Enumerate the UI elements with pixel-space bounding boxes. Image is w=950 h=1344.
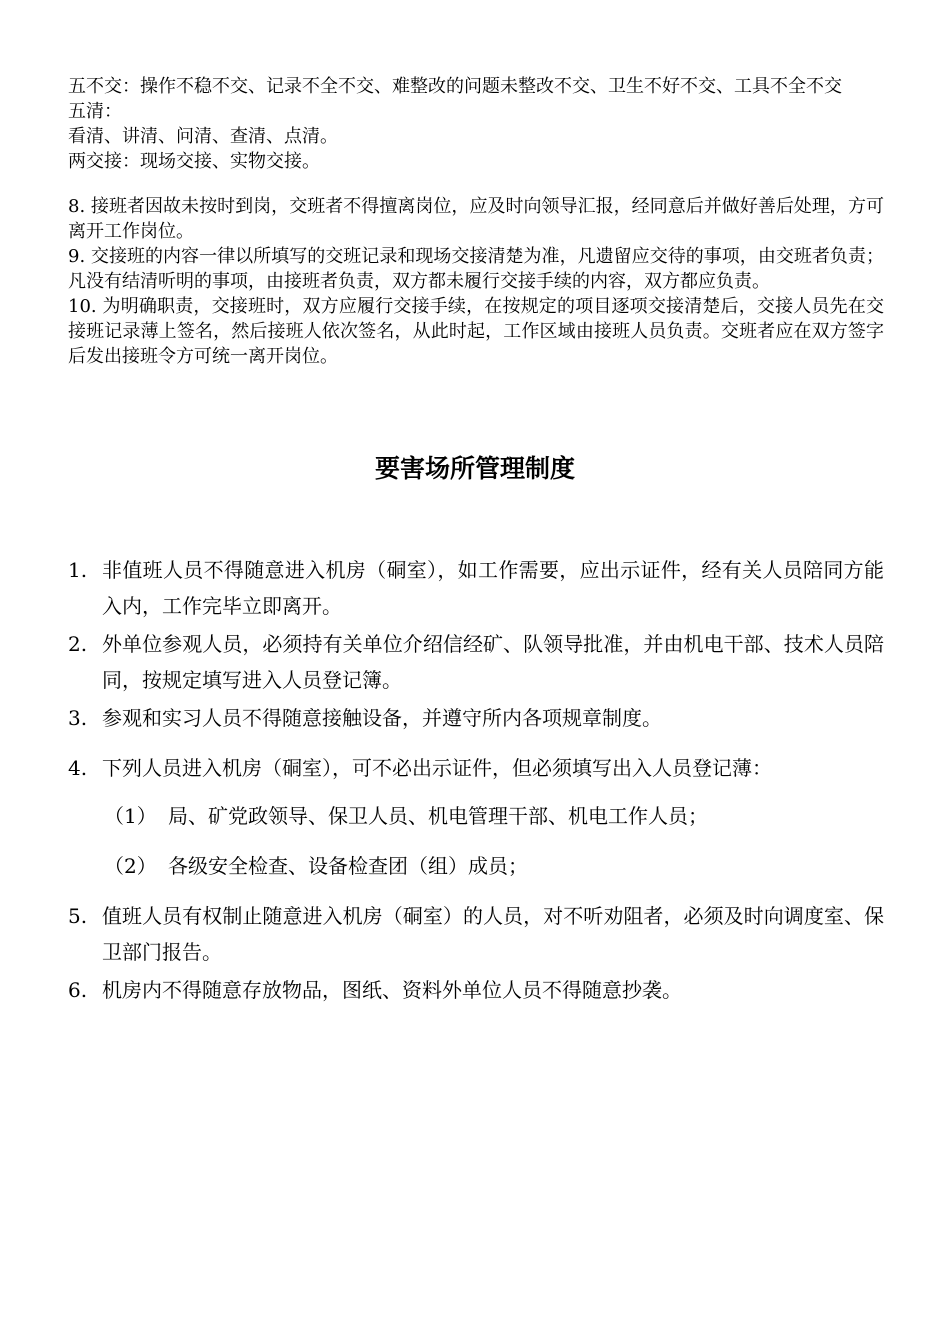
- item-number: 2.: [68, 632, 88, 656]
- item-number: 6.: [68, 978, 88, 1002]
- sub-list-item: [68, 848, 884, 884]
- item-text: 非值班人员不得随意进入机房（硐室），如工作需要，应出示证件，经有关人员陪同方能入内，工作完毕立即离开。: [102, 558, 884, 618]
- five-clear-rule: 看清、讲清、问清、查清、点清。: [68, 126, 338, 147]
- list-item: [68, 972, 884, 1008]
- list-item: [68, 700, 884, 736]
- sub-item-text: 局、矿党政领导、保卫人员、机电管理干部、机电工作人员；: [168, 804, 708, 828]
- five-no-handover-rule: 五不交：操作不稳不交、记录不全不交、难整改的问题未整改不交、卫生不好不交、工具不全不交: [68, 76, 842, 97]
- item-text: 机房内不得随意存放物品，图纸、资料外单位人员不得随意抄袭。: [102, 978, 682, 1002]
- item-number: 4.: [68, 756, 88, 780]
- sub-item-number: （2）: [104, 854, 157, 878]
- item-text: 值班人员有权制止随意进入机房（硐室）的人员，对不听劝阻者，必须及时向调度室、保卫部门报告。: [102, 904, 884, 964]
- rule-9: 9. 交接班的内容一律以所填写的交班记录和现场交接清楚为准，凡遗留应交待的事项，由交班者负责；凡没有结清听明的事项，由接班者负责，双方都未履行交接手续的内容，双方都应负责。: [68, 246, 884, 292]
- list-item: [68, 552, 884, 624]
- regulation-list: [68, 552, 884, 1008]
- item-text: 参观和实习人员不得随意接触设备，并遵守所内各项规章制度。: [102, 706, 662, 730]
- item-text: 下列人员进入机房（硐室），可不必出示证件，但必须填写出入人员登记薄：: [102, 756, 772, 780]
- shift-handover-rules: [68, 74, 884, 369]
- list-item: [68, 626, 884, 698]
- item-number: 1.: [68, 558, 88, 582]
- item-number: 3.: [68, 706, 88, 730]
- sub-item-number: （1）: [104, 804, 157, 828]
- list-item: [68, 750, 884, 786]
- rule-10: 10. 为明确职责，交接班时，双方应履行交接手续，在按规定的项目逐项交接清楚后，交接人员先在交接班记录薄上签名，然后接班人依次签名，从此时起，工作区域由接班人员负责。交班者应在双方签字后发出接班令方可统一离开岗位。: [68, 296, 884, 367]
- sub-item-text: 各级安全检查、设备检查团（组）成员；: [168, 854, 528, 878]
- paragraph-spacer: [68, 174, 884, 194]
- list-item: [68, 898, 884, 970]
- two-handover-rule: 两交接：现场交接、实物交接。: [68, 151, 320, 172]
- item-text: 外单位参观人员，必须持有关单位介绍信经矿、队领导批准，并由机电干部、技术人员陪同，按规定填写进入人员登记簿。: [102, 632, 884, 692]
- rule-8: 8. 接班者因故未按时到岗，交班者不得擅离岗位，应及时向领导汇报，经同意后并做好善后处理，方可离开工作岗位。: [68, 196, 884, 242]
- item-number: 5.: [68, 904, 88, 928]
- sub-list-item: [68, 798, 884, 834]
- five-clear-heading: 五清：: [68, 101, 122, 122]
- section-title: 要害场所管理制度: [374, 454, 575, 483]
